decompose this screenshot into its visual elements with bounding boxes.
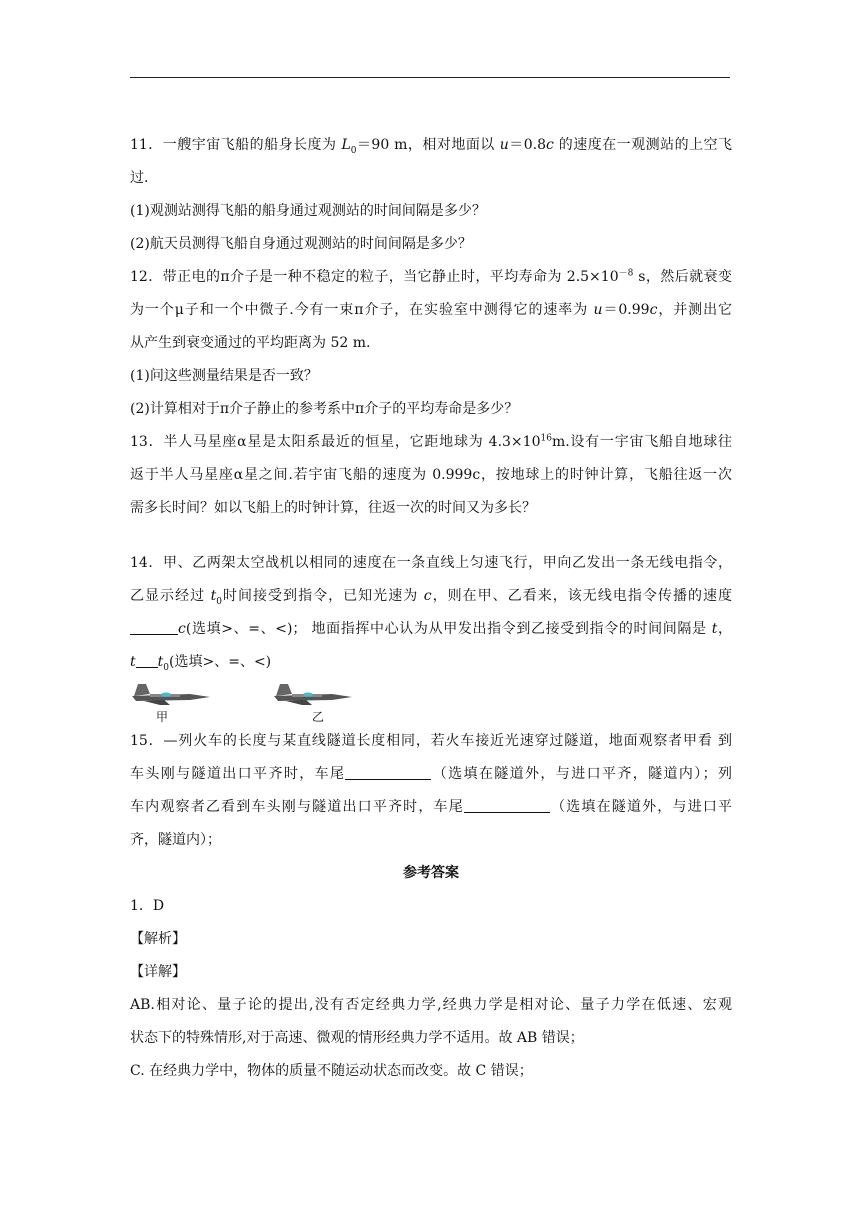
answer-ab-line2: 状态下的特殊情形,对于高速、微观的情形经典力学不适用。故 AB 错误；	[130, 1030, 584, 1046]
q12-part2: (2)计算相对于π介子静止的参考系中π介子的平均寿命是多少？	[130, 401, 519, 417]
q15-line1: 15．—列火车的长度与某直线隧道长度相同，若火车接近光速穿过隧道，地面观察者甲看 到	[130, 733, 732, 749]
q13-line2: 返于半人马星座α星之间.若宇宙飞船的速度为 0.999c，按地球上的时钟计算，飞船往返一次	[130, 467, 732, 483]
q12-line1: 12．带正电的π介子是一种不稳定的粒子，当它静止时，平均寿命为 $2.5\times 10^{-8}$ s，然后就衰变	[130, 268, 732, 285]
q14-line2: 乙显示经过 $t_0$时间接受到指令，已知光速为 c，则在甲、乙看来，该无线电指令传播的速度	[130, 588, 733, 607]
q11-part1: (1)观测站测得飞船的船身通过观测站的时间间隔是多少？	[130, 203, 486, 219]
fighter-jet-b-icon	[272, 682, 354, 706]
document-body	[130, 132, 732, 1091]
fighter-jet-a-icon	[130, 682, 212, 706]
q14-line4: t $t_0$(选填>、=、<)	[130, 654, 272, 673]
q14-line3: c(选填>、=、<)； 地面指挥中心认为从甲发出指令到乙接受到指令的时间间隔是 t，	[130, 616, 732, 649]
analysis-label: 【解析】	[130, 931, 186, 947]
q15-line2: 车头刚与隧道出口平齐时，车尾 （选填在隧道外，与进口平齐，隧道内）；列	[130, 766, 733, 782]
q13-line1: 13．半人马星座α星是太阳系最近的恒星，它距地球为 $4.3\times 10^{16}m$.设有一宇宙飞船自地球往	[130, 433, 732, 450]
header-rule	[130, 77, 730, 78]
q12-line3: 从产生到衰变通过的平均距离为 52 m.	[130, 335, 371, 351]
q15-line4: 齐，隧道内）；	[130, 832, 221, 848]
jet-b-label: 乙	[312, 710, 325, 724]
fighter-jets-figure	[130, 682, 732, 728]
q11-part2: (2)航天员测得飞船自身通过观测站的时间间隔是多少？	[130, 236, 472, 252]
jet-a-label: 甲	[156, 710, 169, 724]
answers-heading: 参考答案	[403, 865, 459, 881]
detail-label: 【详解】	[130, 964, 186, 980]
answer-blank	[464, 798, 550, 813]
q11-line2: 过.	[130, 170, 149, 186]
q11-line1: 11．一艘宇宙飞船的船身长度为 $L_0=90$ m，相对地面以 u＝0.8c 的速度在一观测站的上空飞	[130, 137, 733, 156]
q14-line1: 14．甲、乙两架太空战机以相同的速度在一条直线上匀速飞行，甲向乙发出一条无线电指令，	[130, 555, 732, 571]
answer-blank	[130, 620, 178, 635]
q12-part1: (1)问这些测量结果是否一致？	[130, 368, 318, 384]
q12-line2: 为一个μ子和一个中微子.今有一束π介子，在实验室中测得它的速率为 u＝0.99c，并测出它	[130, 302, 733, 318]
answer-blank	[136, 653, 158, 668]
answer-ab-line1: AB.相对论、量子论的提出,没有否定经典力学,经典力学是相对论、量子力学在低速、宏观	[130, 997, 732, 1013]
answer-1: 1．D	[130, 898, 165, 914]
answer-blank	[345, 765, 431, 780]
answer-c-line: C. 在经典力学中，物体的质量不随运动状态而改变。故 C 错误；	[130, 1063, 533, 1079]
q13-line3: 需多长时间？如以飞船上的时钟计算，往返一次的时间又为多长？	[130, 500, 536, 516]
q15-line3: 车内观察者乙看到车头刚与隧道出口平齐时，车尾 （选填在隧道外，与进口平	[130, 799, 733, 815]
